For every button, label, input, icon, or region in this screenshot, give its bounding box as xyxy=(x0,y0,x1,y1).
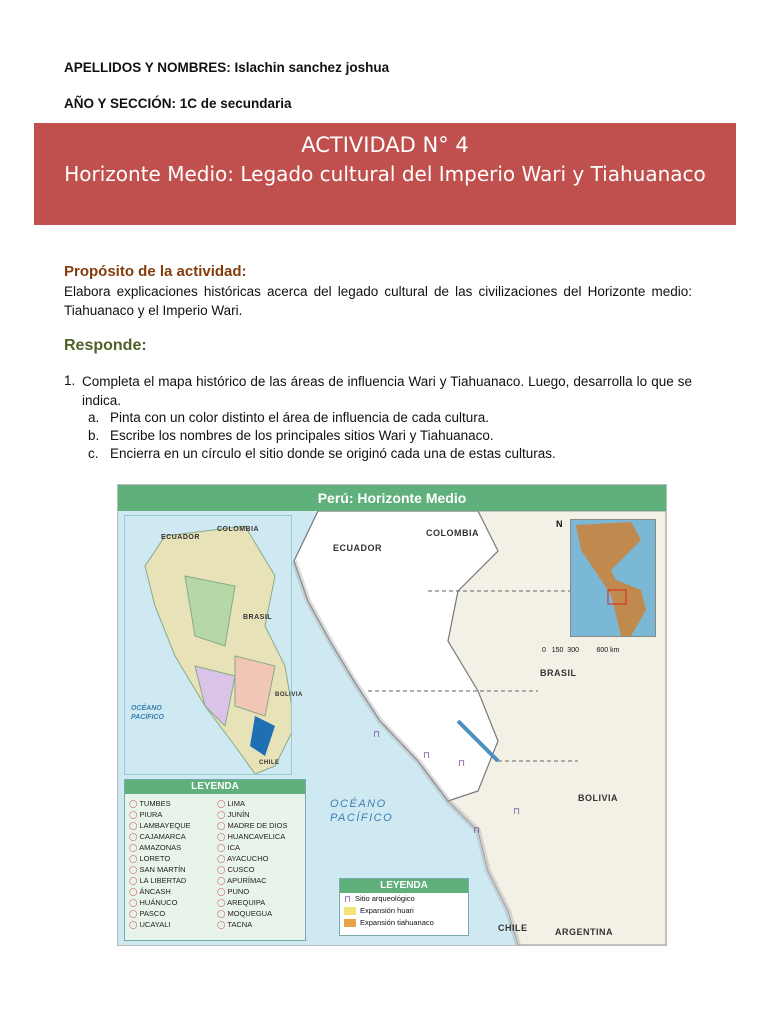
legend-expansion xyxy=(339,878,469,936)
north-arrow-icon: N xyxy=(556,519,563,529)
respond-heading: Responde: xyxy=(64,337,147,354)
map-label-bolivia: BOLIVIA xyxy=(578,793,619,803)
site-marker: ⊓ xyxy=(513,806,521,816)
legend-departments xyxy=(124,779,306,941)
site-marker: ⊓ xyxy=(423,750,431,760)
inset-label-colombia: COLOMBIA xyxy=(217,526,260,533)
inset-map-americas xyxy=(570,519,656,637)
subitem-a-text: Pinta con un color distinto el área de influencia de cada cultura. xyxy=(110,410,489,425)
map-scale: 0 150 300 600 km xyxy=(542,647,620,654)
map-label-ocean: OCÉANO PACÍFICO xyxy=(330,798,394,824)
activity-subtitle: Horizonte Medio: Legado cultural del Imperio Wari y Tiahuanaco xyxy=(64,162,706,186)
title-banner xyxy=(34,123,736,225)
inset-label-bolivia: BOLIVIA xyxy=(275,692,303,698)
legend-row-huari: Expansión huari xyxy=(340,905,468,917)
subitem-c-letter: c. xyxy=(88,446,99,461)
inset-label-ecuador: ECUADOR xyxy=(161,534,200,541)
site-marker: ⊓ xyxy=(473,825,481,835)
map-title: Perú: Horizonte Medio xyxy=(118,485,666,511)
legend-col-1: ◯ TUMBES ◯ PIURA ◯ LAMBAYEQUE ◯ CAJAMARCA ◯ AMAZONAS ◯ LORETO ◯ SAN MARTÍN ◯ LA LIBERTAD ◯ ÁNCASH ◯ HUÁNUCO ◯ PASCO ◯ UCAYALI xyxy=(129,798,191,930)
map-label-ecuador: ECUADOR xyxy=(333,543,383,553)
legend-departments-title: LEYENDA xyxy=(125,780,305,794)
student-names: APELLIDOS Y NOMBRES: Islachin sanchez joshua xyxy=(64,60,390,75)
historical-map xyxy=(117,484,667,946)
legend-expansion-title: LEYENDA xyxy=(340,879,468,893)
inset-map-peru xyxy=(124,515,303,775)
subitem-b-letter: b. xyxy=(88,428,100,443)
legend-row-site: ⊓ Sitio arqueológico xyxy=(344,894,415,904)
huari-swatch xyxy=(344,907,356,915)
site-marker: ⊓ xyxy=(373,729,381,739)
inset-label-chile: CHILE xyxy=(259,760,280,766)
subitem-b-text: Escribe los nombres de los principales sitios Wari y Tiahuanaco. xyxy=(110,428,494,443)
activity-title: ACTIVIDAD N° 4 xyxy=(301,133,469,157)
map-label-chile: CHILE xyxy=(498,923,528,933)
subitem-a-letter: a. xyxy=(88,410,100,425)
site-icon: ⊓ xyxy=(344,894,352,904)
purpose-heading: Propósito de la actividad: xyxy=(64,263,247,280)
map-label-colombia: COLOMBIA xyxy=(426,528,479,538)
map-label-argentina: ARGENTINA xyxy=(555,927,613,937)
legend-col-2: ◯ LIMA ◯ JUNÍN ◯ MADRE DE DIOS ◯ HUANCAVELICA ◯ ICA ◯ AYACUCHO ◯ CUSCO ◯ APURÍMAC ◯ PUNO ◯ AREQUIPA ◯ MOQUEGUA ◯ TACNA xyxy=(217,798,288,930)
subitem-c-text: Encierra en un círculo el sitio donde se originó cada una de estas culturas. xyxy=(110,446,556,461)
map-label-brasil: BRASIL xyxy=(540,668,577,678)
item1-text: Completa el mapa histórico de las áreas de influencia Wari y Tiahuanaco. Luego, desarrolla lo que se indica. xyxy=(82,374,692,408)
legend-row-tiahuanaco: Expansión tiahuanaco xyxy=(340,917,468,929)
tiahuanaco-swatch xyxy=(344,919,356,927)
inset-label-brasil: BRASIL xyxy=(243,614,273,621)
student-section: AÑO Y SECCIÓN: 1C de secundaria xyxy=(64,96,292,111)
item1-number: 1. xyxy=(64,373,76,388)
inset-label-ocean: OCÉANO PACÍFICO xyxy=(131,705,164,721)
site-marker: ⊓ xyxy=(458,758,466,768)
purpose-text: Elabora explicaciones históricas acerca del legado cultural de las civilizaciones del Horizonte medio: Tiahuanaco y el Imperio Wari. xyxy=(64,284,692,318)
